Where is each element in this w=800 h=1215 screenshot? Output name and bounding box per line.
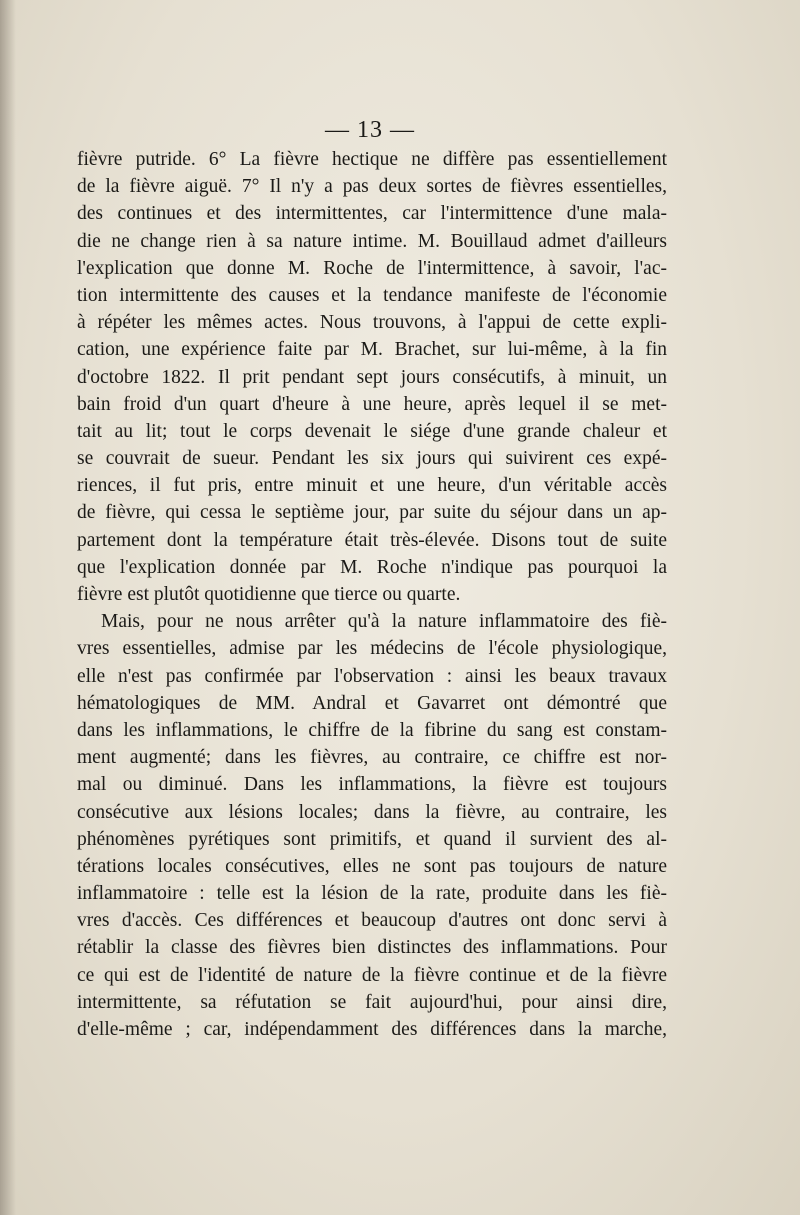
text-line: ment augmenté; dans les fièvres, au contraire, ce chiffre est nor- xyxy=(77,747,667,769)
text-line: térations locales consécutives, elles ne sont pas toujours de nature xyxy=(77,855,667,877)
text-line: l'explication que donne M. Roche de l'intermittence, à savoir, l'ac- xyxy=(77,257,667,279)
text-line: consécutive aux lésions locales; dans la fièvre, au contraire, les xyxy=(77,801,667,823)
text-line: des continues et des intermittentes, car l'intermittence d'une mala- xyxy=(77,203,667,225)
text-line: bain froid d'un quart d'heure à une heure, après lequel il se met- xyxy=(77,393,667,415)
text-line: tait au lit; tout le corps devenait le siége d'une grande chaleur et xyxy=(77,420,667,442)
text-line: de fièvre, qui cessa le septième jour, par suite du séjour dans un ap- xyxy=(77,502,667,524)
text-line: vres essentielles, admise par les médecins de l'école physiologique, xyxy=(77,638,667,660)
text-line: elle n'est pas confirmée par l'observation : ainsi les beaux travaux xyxy=(77,665,667,687)
text-line: intermittente, sa réfutation se fait aujourd'hui, pour ainsi dire, xyxy=(77,991,667,1013)
text-line: tion intermittente des causes et la tendance manifeste de l'économie xyxy=(77,284,667,306)
text-line: fièvre est plutôt quotidienne que tierce ou quarte. xyxy=(77,584,461,605)
text-line: die ne change rien à sa nature intime. M. Bouillaud admet d'ailleurs xyxy=(77,230,667,252)
page-edge-shadow xyxy=(0,0,16,1215)
text-line: inflammatoire : telle est la lésion de la rate, produite dans les fiè- xyxy=(77,883,667,905)
text-line: vres d'accès. Ces différences et beaucoup d'autres ont donc servi à xyxy=(77,910,667,932)
text-line: phénomènes pyrétiques sont primitifs, et quand il survient des al- xyxy=(77,828,667,850)
page-number: — 13 — xyxy=(325,117,415,143)
text-line: partement dont la température était très-élevée. Disons tout de suite xyxy=(77,529,667,551)
text-line: d'elle-même ; car, indépendamment des différences dans la marche, xyxy=(77,1019,667,1040)
paragraph-start-line: Mais, pour ne nous arrêter qu'à la nature inflammatoire des fiè- xyxy=(101,611,667,633)
text-line: cation, une expérience faite par M. Brachet, sur lui-même, à la fin xyxy=(77,339,667,361)
text-line: d'octobre 1822. Il prit pendant sept jours consécutifs, à minuit, un xyxy=(77,366,667,388)
text-line: mal ou diminué. Dans les inflammations, la fièvre est toujours xyxy=(77,774,667,796)
text-line: hématologiques de MM. Andral et Gavarret ont démontré que xyxy=(77,692,667,714)
text-line: à répéter les mêmes actes. Nous trouvons, à l'appui de cette expli- xyxy=(77,312,667,334)
text-line: riences, il fut pris, entre minuit et une heure, d'un véritable accès xyxy=(77,475,667,497)
text-line: dans les inflammations, le chiffre de la fibrine du sang est constam- xyxy=(77,719,667,741)
text-line: que l'explication donnée par M. Roche n'indique pas pourquoi la xyxy=(77,556,667,578)
text-line: rétablir la classe des fièvres bien distinctes des inflammations. Pour xyxy=(77,937,667,959)
text-line: fièvre putride. 6° La fièvre hectique ne diffère pas essentiellement xyxy=(77,149,667,170)
body-text xyxy=(77,146,667,1043)
text-line: se couvrait de sueur. Pendant les six jours qui suivirent ces expé- xyxy=(77,448,667,470)
text-line: ce qui est de l'identité de nature de la fièvre continue et de la fièvre xyxy=(77,964,667,986)
text-line: de la fièvre aiguë. 7° Il n'y a pas deux sortes de fièvres essentielles, xyxy=(77,176,667,198)
